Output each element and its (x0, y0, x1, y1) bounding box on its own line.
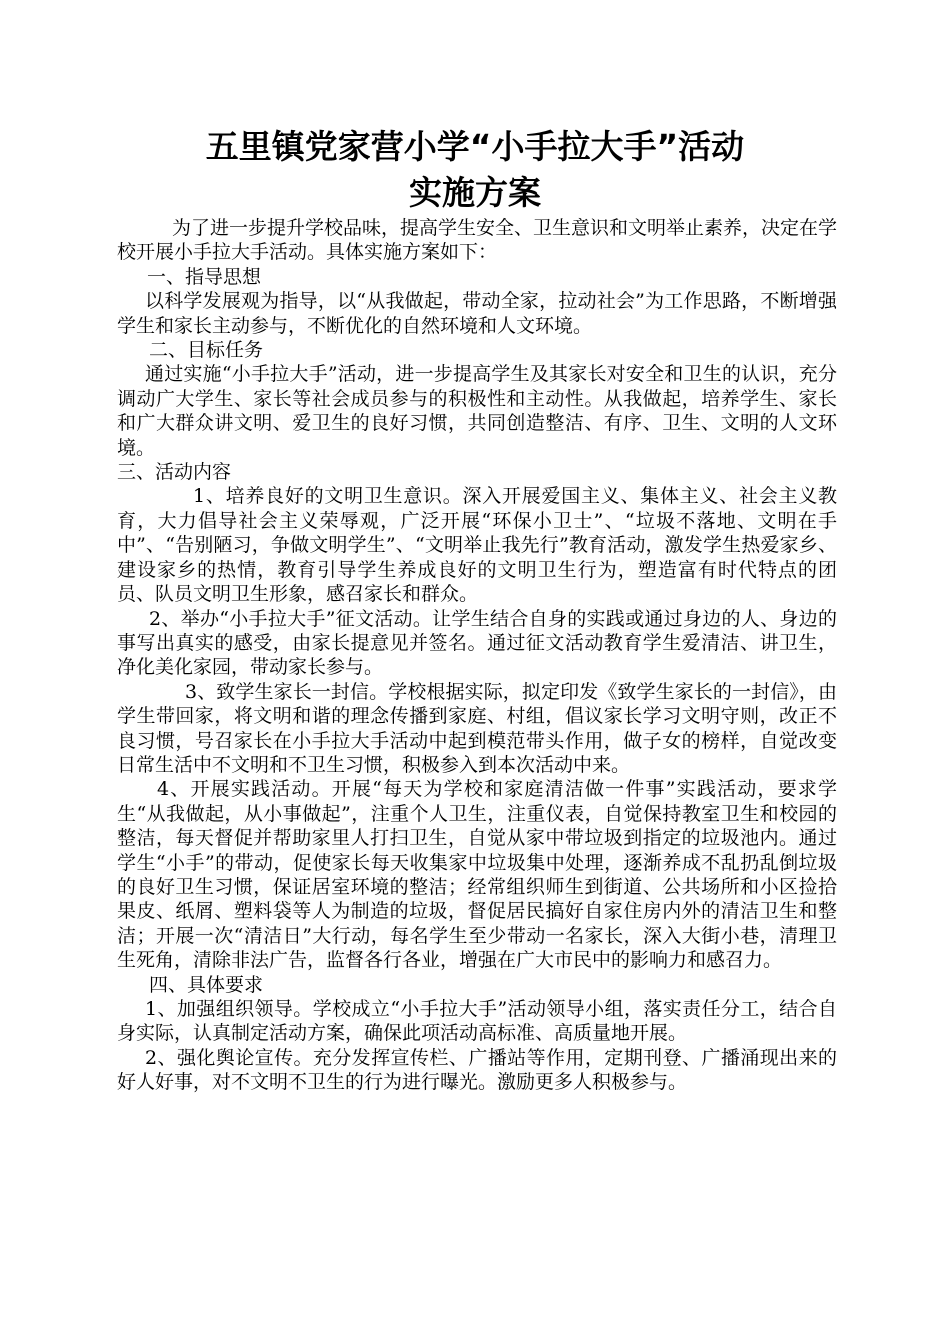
activity-item-3: 3、致学生家长一封信。学校根据实际，拟定印发《致学生家长的一封信》，由学生带回家，将文明和谐的理念传播到家庭、村组，倡议家长学习文明守则，改正不良习惯，号召家长在小手拉大手活动中起到模范带头作用，做子女的榜样，自觉改变日常生活中不文明和不卫生习惯，积极参入到本次活动中来。 (117, 680, 837, 776)
document-body (117, 216, 837, 1095)
requirement-item-1: 1、加强组织领导。学校成立“小手拉大手”活动领导小组，落实责任分工，结合自身实际，认真制定活动方案，确保此项活动高标准、高质量地开展。 (117, 998, 837, 1045)
section-heading-requirements: 四、具体要求 (149, 973, 264, 996)
guiding-thought-paragraph: 以科学发展观为指导，以“从我做起，带动全家，拉动社会”为工作思路，不断增强学生和家长主动参与，不断优化的自然环境和人文环境。 (117, 290, 837, 337)
section-heading-guiding-thought: 一、指导思想 (147, 265, 262, 288)
goals-paragraph: 通过实施“小手拉大手”活动，进一步提高学生及其家长对安全和卫生的认识，充分调动广大学生、家长等社会成员参与的积极性和主动性。从我做起，培养学生、家长和广大群众讲文明、爱卫生的良好习惯，共同创造整洁、有序、卫生、文明的人文环境。 (117, 363, 837, 459)
section-heading-activities: 三、活动内容 (117, 461, 232, 484)
section-heading-goals: 二、目标任务 (149, 339, 264, 362)
requirement-item-2: 2、强化舆论宣传。充分发挥宣传栏、广播站等作用，定期刊登、广播涌现出来的好人好事，对不文明不卫生的行为进行曝光。激励更多人积极参与。 (117, 1046, 837, 1094)
document-title-line-1: 五里镇党家营小学“小手拉大手”活动 (205, 127, 745, 166)
activity-item-4: 4、开展实践活动。开展“每天为学校和家庭清洁做一件事”实践活动，要求学生“从我做起，从小事做起”，注重个人卫生，注重仪表，自觉保持教室卫生和校园的整洁，每天督促并帮助家里人打扫卫生，自觉从家中带垃圾到指定的垃圾池内。通过学生“小手”的带动，促使家长每天收集家中垃圾集中处理，逐渐养成不乱扔乱倒垃圾的良好卫生习惯，保证居室环境的整洁；经常组织师生到街道、公共场所和小区捡拾果皮、纸屑、塑料袋等人为制造的垃圾，督促居民搞好自家住房内外的清洁卫生和整洁；开展一次“清洁日”大行动，每名学生至少带动一名家长，深入大街小巷，清理卫生死角，清除非法广告，监督各行各业，增强在广大市民中的影响力和感召力。 (117, 778, 837, 972)
activity-item-1: 1、培养良好的文明卫生意识。深入开展爱国主义、集体主义、社会主义教育，大力倡导社会主义荣辱观，广泛开展“环保小卫士”、“垃圾不落地、文明在手中”、“告别陋习，争做文明学生”、“文明举止我先行”教育活动，激发学生热爱家乡、建设家乡的热情，教育引导学生养成良好的文明卫生行为，塑造富有时代特点的团员、队员文明卫生形象，感召家长和群众。 (117, 485, 837, 606)
activity-item-2: 2、举办“小手拉大手”征文活动。让学生结合自身的实践或通过身边的人、身边的事写出真实的感受，由家长提意见并签名。通过征文活动教育学生爱清洁、讲卫生，净化美化家园，带动家长参与。 (117, 607, 837, 679)
document-title-line-2: 实施方案 (409, 173, 541, 212)
intro-paragraph: 为了进一步提升学校品味，提高学生安全、卫生意识和文明举止素养，决定在学校开展小手拉大手活动。具体实施方案如下： (117, 217, 838, 264)
